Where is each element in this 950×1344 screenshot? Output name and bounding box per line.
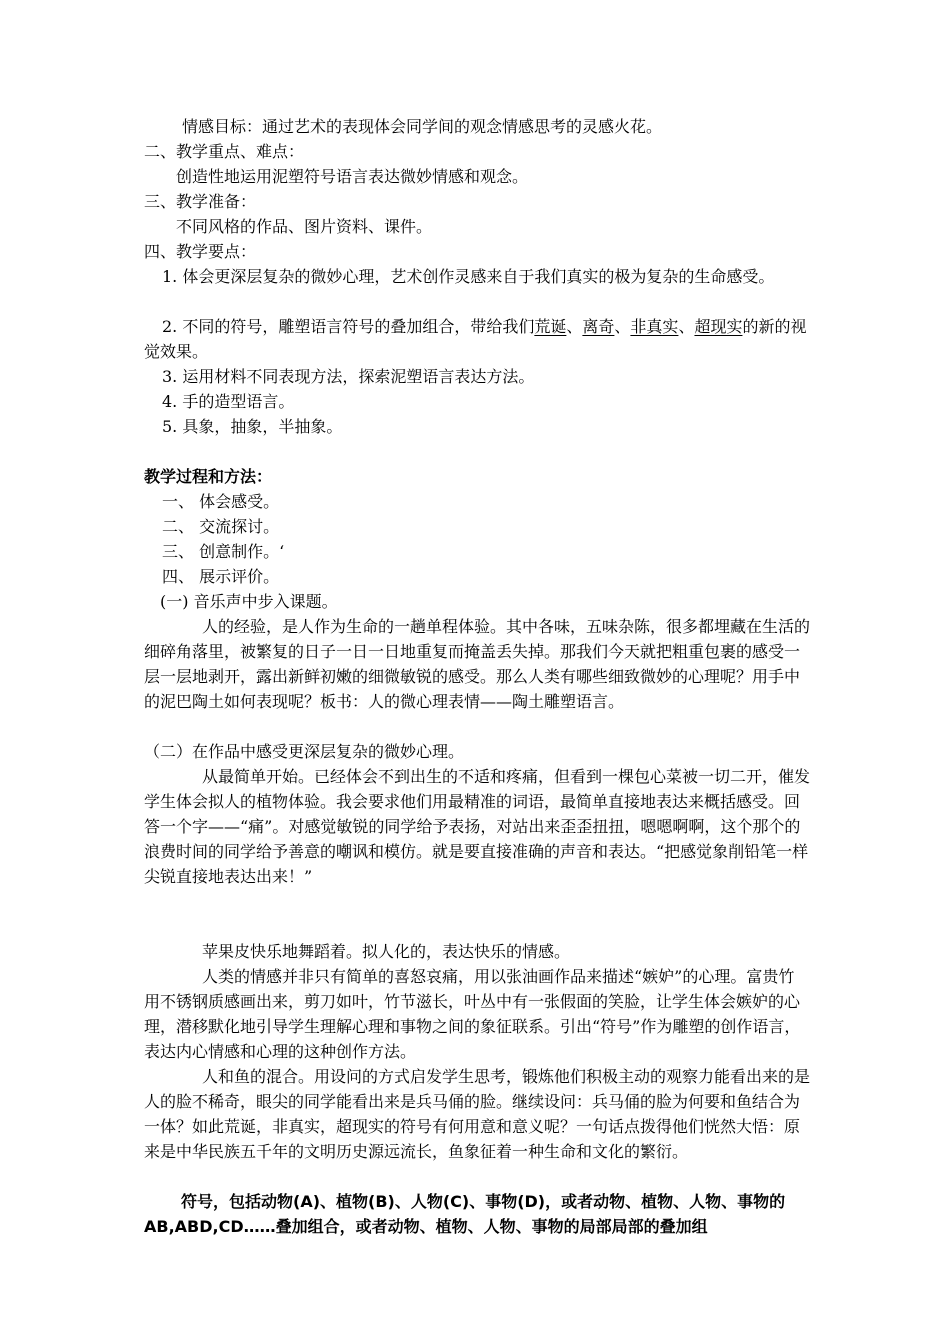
step-1: 一、 体会感受。 [162, 492, 280, 511]
underlined-surreal: 超现实 [694, 317, 743, 336]
point-4: 4. 手的造型语言。 [162, 392, 295, 411]
step-3: 三、 创意制作。‘ [162, 542, 285, 561]
separator: 、 [678, 317, 695, 336]
point-3: 3. 运用材料不同表现方法，探索泥塑语言表达方法。 [162, 367, 535, 386]
process-heading: 教学过程和方法： [144, 467, 273, 486]
step-2: 二、 交流探讨。 [162, 517, 280, 536]
point-2 [144, 314, 810, 364]
point-2-text-b: 的新的视觉效果。 [144, 317, 807, 361]
separator: 、 [566, 317, 583, 336]
separator: 、 [614, 317, 631, 336]
point-5: 5. 具象，抽象，半抽象。 [162, 417, 343, 436]
paragraph-fish: 人和鱼的混合。用设问的方式启发学生思考，锻炼他们积极主动的观察力能看出来的是人的脸不稀奇，眼尖的同学能看出来是兵马俑的脸。继续设问：兵马俑的脸为何要和鱼结合为一体？如此荒诞，非真实，超现实的符号有何用意和意义呢？一句话点拨得他们恍然大悟：原来是中华民族五千年的文明历史源远流长，鱼象征着一种生命和文化的繁衍。 [144, 1067, 811, 1161]
underlined-bizarre: 离奇 [582, 317, 615, 336]
section-2-heading: 二、教学重点、难点： [144, 142, 305, 161]
step-4: 四、 展示评价。 [162, 567, 280, 586]
section-3-heading: 三、教学准备： [144, 192, 257, 211]
key-points-text: 创造性地运用泥塑符号语言表达微妙情感和观念。 [176, 167, 529, 186]
paragraph-symbols: 符号，包括动物(A)、植物(B)、人物(C)、事物(D)，或者动物、植物、人物、事物的AB,ABD,CD……叠加组合，或者动物、植物、人物、事物的局部局部的叠加组 [144, 1192, 786, 1236]
preparation-text: 不同风格的作品、图片资料、课件。 [176, 217, 433, 236]
underlined-absurd: 荒诞 [534, 317, 567, 336]
paragraph-cabbage: 从最简单开始。已经体会不到出生的不适和疼痛，但看到一棵包心菜被一切二开，催发学生体会拟人的植物体验。我会要求他们用最精准的词语，最简单直接地表达来概括感受。回答一个字——“痛”。对感觉敏锐的同学给予表扬，对站出来歪歪扭扭，嗯嗯啊啊，这个那个的浪费时间的同学给予善意的嘲讽和模仿。就是要直接准确的声音和表达。“把感觉象削铅笔一样尖锐直接地表达出来！” [144, 767, 811, 886]
emotion-goal-line: 情感目标：通过艺术的表现体会同学间的观念情感思考的灵感火花。 [182, 117, 663, 136]
subsection-1-heading: (一) 音乐声中步入课题。 [160, 592, 338, 611]
paragraph-apple: 苹果皮快乐地舞蹈着。拟人化的，表达快乐的情感。 [202, 942, 571, 961]
point-1: 1. 体会更深层复杂的微妙心理，艺术创作灵感来自于我们真实的极为复杂的生命感受。 [162, 267, 775, 286]
paragraph-jealousy: 人类的情感并非只有简单的喜怒哀痛，用以张油画作品来描述“嫉妒”的心理。富贵竹用不锈钢质感画出来，剪刀如叶，竹节滋长，叶丛中有一张假面的笑脸，让学生体会嫉妒的心理，潜移默化地引导学生理解心理和事物之间的象征联系。引出“符号”作为雕塑的创作语言，表达内心情感和心理的这种创作方法。 [144, 967, 801, 1061]
point-2-text-a: 2. 不同的符号，雕塑语言符号的叠加组合，带给我们 [162, 317, 535, 336]
paragraph-intro: 人的经验，是人作为生命的一趟单程体验。其中各味，五味杂陈，很多都埋藏在生活的细碎角落里，被繁复的日子一日一日地重复而掩盖丢失掉。那我们今天就把粗重包裹的感受一层一层地剥开，露出新鲜初嫩的细微敏锐的感受。那么人类有哪些细致微妙的心理呢？用手中的泥巴陶土如何表现呢？板书：人的微心理表情——陶土雕塑语言。 [144, 617, 811, 711]
subsection-2-heading: （二）在作品中感受更深层复杂的微妙心理。 [144, 742, 465, 761]
underlined-unreal: 非真实 [630, 317, 679, 336]
section-4-heading: 四、教学要点： [144, 242, 257, 261]
